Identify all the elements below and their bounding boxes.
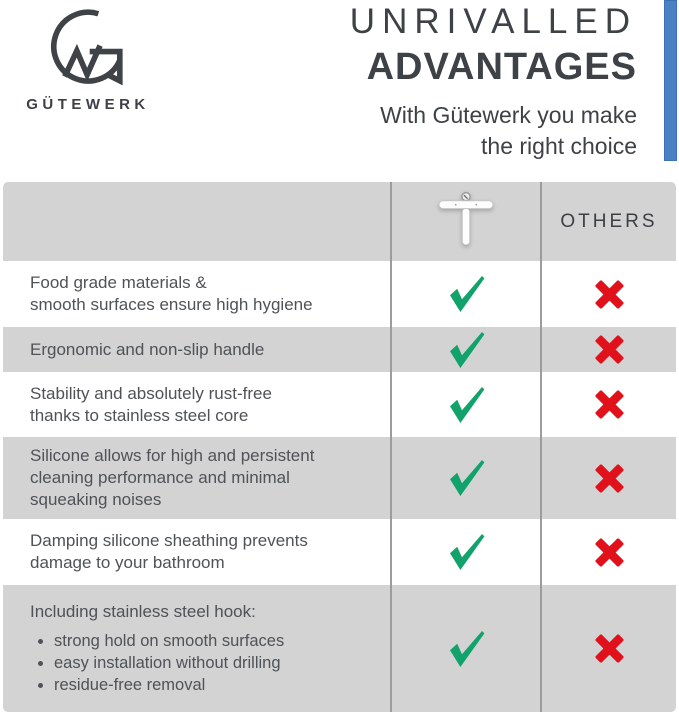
check-icon <box>445 276 487 312</box>
gutewerk-mark-cell <box>392 519 542 585</box>
comparison-table <box>3 182 676 712</box>
cross-icon <box>594 633 625 664</box>
feature-row-4 <box>3 437 392 519</box>
cross-icon <box>594 279 625 310</box>
feature-text: thanks to stainless steel core <box>30 405 249 425</box>
cross-icon <box>594 389 625 420</box>
feature-text: Damping silicone sheathing prevents <box>30 531 308 550</box>
header-empty-cell <box>3 182 392 261</box>
others-mark-cell <box>542 437 676 519</box>
blue-accent-bar <box>664 0 677 161</box>
feature-text: damage to your bathroom <box>30 553 225 572</box>
hero-subtitle-line2: the right choice <box>481 133 637 159</box>
cross-icon <box>594 537 625 568</box>
cross-icon <box>594 463 625 494</box>
feature-text: cleaning performance and minimal <box>30 468 290 487</box>
others-mark-cell <box>542 261 676 327</box>
check-icon <box>445 534 487 570</box>
gutewerk-mark-cell <box>392 372 542 437</box>
brand-logo <box>26 6 150 113</box>
squeegee-icon <box>435 188 497 256</box>
check-icon <box>445 631 487 667</box>
gutewerk-mark-cell <box>392 585 542 712</box>
feature-row-3 <box>3 372 392 437</box>
hero-title-line2: ADVANTAGES <box>366 46 637 88</box>
hero-title-line1: UNRIVALLED <box>349 2 637 41</box>
gutewerk-monogram-icon <box>40 6 136 92</box>
feature-row-6 <box>3 585 392 712</box>
others-mark-cell <box>542 372 676 437</box>
header-others-cell: OTHERS <box>542 182 676 261</box>
feature-bullet-list <box>54 630 284 696</box>
feature-text: Ergonomic and non-slip handle <box>30 339 265 359</box>
feature-row-2 <box>3 327 392 372</box>
others-mark-cell <box>542 519 676 585</box>
feature-text: Silicone allows for high and persistent <box>30 446 315 465</box>
check-icon <box>445 332 487 368</box>
feature-bullet: • easy installation without drilling <box>54 652 284 674</box>
hero-subtitle-line1: With Gütewerk you make <box>380 102 637 128</box>
check-icon <box>445 387 487 423</box>
check-icon <box>445 460 487 496</box>
feature-row-1 <box>3 261 392 327</box>
gutewerk-mark-cell <box>392 437 542 519</box>
hero-titles <box>217 0 637 162</box>
gutewerk-mark-cell <box>392 261 542 327</box>
feature-bullet: • strong hold on smooth surfaces <box>54 630 284 652</box>
feature-text: squeaking noises <box>30 490 162 509</box>
feature-bullet: • residue-free removal <box>54 674 284 696</box>
others-mark-cell <box>542 327 676 372</box>
brand-name: GÜTEWERK <box>26 96 150 113</box>
feature-text: Stability and absolutely rust-free <box>30 383 272 403</box>
cross-icon <box>594 334 625 365</box>
feature-text: Including stainless steel hook: <box>30 602 256 621</box>
gutewerk-mark-cell <box>392 327 542 372</box>
others-mark-cell <box>542 585 676 712</box>
header-product-cell <box>392 182 542 261</box>
feature-text: Food grade materials & <box>30 273 207 292</box>
feature-row-5 <box>3 519 392 585</box>
feature-text: smooth surfaces ensure high hygiene <box>30 295 313 314</box>
